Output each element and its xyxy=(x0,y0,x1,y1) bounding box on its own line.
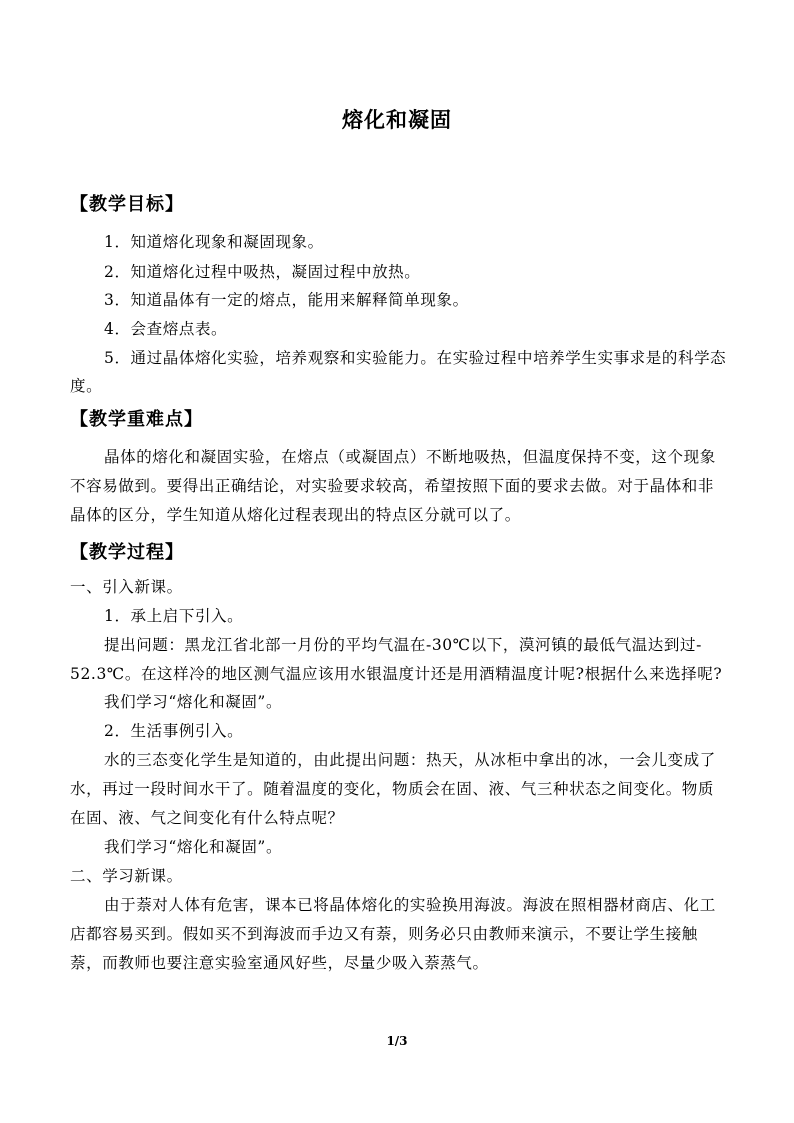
section-heading-objectives: 【教学目标】 xyxy=(70,194,184,215)
section-heading-difficulties: 【教学重难点】 xyxy=(70,409,203,430)
objective-item: 2．知道熔化过程中吸热，凝固过程中放热。 xyxy=(104,263,421,281)
paragraph-line: 1．承上启下引入。 xyxy=(104,607,244,625)
paragraph-line: 萘，而教师也要注意实验室通风好些，尽量少吸入萘蒸气。 xyxy=(70,954,489,972)
paragraph-line: 我们学习“熔化和凝固”。 xyxy=(104,838,283,856)
objective-item: 3．知道晶体有一定的熔点，能用来解释简单现象。 xyxy=(104,291,469,309)
paragraph-line: 晶体的熔化和凝固实验，在熔点（或凝固点）不断地吸热，但温度保持不变，这个现象 xyxy=(104,448,716,466)
objective-item: 1．知道熔化现象和凝固现象。 xyxy=(104,233,324,251)
paragraph-line: 店都容易买到。假如买不到海波而手边又有萘，则务必只由教师来演示，不要让学生接触 xyxy=(70,925,698,943)
paragraph-line: 52.3℃。在这样冷的地区测气温应该用水银温度计还是用酒精温度计呢?根据什么来选择呢? xyxy=(70,665,723,683)
paragraph-line: 2．生活事例引入。 xyxy=(104,722,244,740)
section-heading-process: 【教学过程】 xyxy=(70,542,184,563)
paragraph-line: 提出问题：黑龙江省北部一月份的平均气温在-30℃以下，漠河镇的最低气温达到过- xyxy=(104,636,702,654)
page-number: 1/3 xyxy=(386,1034,408,1048)
objective-item: 4．会查熔点表。 xyxy=(104,320,228,338)
paragraph-line: 晶体的区分，学生知道从熔化过程表现出的特点区分就可以了。 xyxy=(70,506,521,524)
page-title: 熔化和凝固 xyxy=(342,107,452,132)
paragraph-line: 水，再过一段时间水干了。随着温度的变化，物质会在固、液、气三种状态之间变化。物质 xyxy=(70,780,715,798)
paragraph-line: 在固、液、气之间变化有什么特点呢？ xyxy=(70,809,344,827)
objective-item: 5．通过晶体熔化实验，培养观察和实验能力。在实验过程中培养学生实事求是的科学态 xyxy=(104,349,727,367)
paragraph-line: 我们学习“熔化和凝固”。 xyxy=(104,693,283,711)
paragraph-line: 不容易做到。要得出正确结论，对实验要求较高，希望按照下面的要求去做。对于晶体和非 xyxy=(70,477,715,495)
subsection-heading: 一、引入新课。 xyxy=(70,578,183,596)
paragraph-line: 由于萘对人体有危害，课本已将晶体熔化的实验换用海波。海波在照相器材商店、化工 xyxy=(104,896,716,914)
objective-item-continued: 度。 xyxy=(70,377,103,395)
subsection-heading: 二、学习新课。 xyxy=(70,867,183,885)
paragraph-line: 水的三态变化学生是知道的，由此提出问题：热天，从冰柜中拿出的冰，一会儿变成了 xyxy=(104,751,716,769)
